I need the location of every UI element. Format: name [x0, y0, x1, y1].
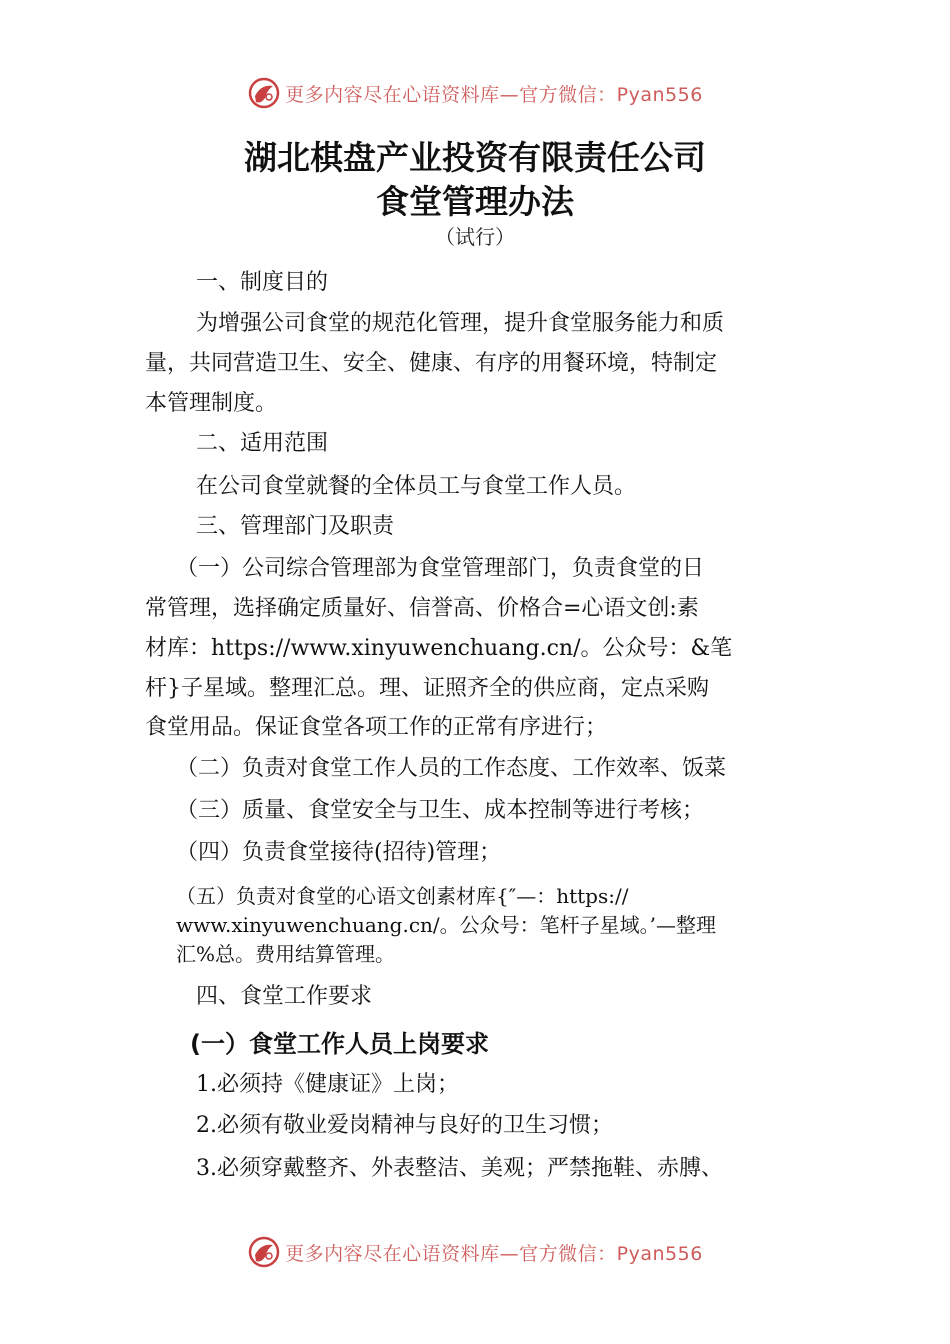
paragraph-line: （五）负责对食堂的心语文创素材库{″—：https://: [176, 884, 629, 908]
list-item: 1.必须持《健康证》上岗；: [196, 1072, 459, 1097]
list-item: 3.必须穿戴整齐、外表整洁、美观；严禁拖鞋、赤膊、: [196, 1156, 723, 1181]
paragraph-line: 杆}子星域。整理汇总。理、证照齐全的供应商，定点采购: [145, 676, 709, 701]
paragraph-line: （二）负责对食堂工作人员的工作态度、工作效率、饭菜: [176, 756, 727, 781]
paragraph-line: （一）公司综合管理部为食堂管理部门，负责食堂的日: [176, 556, 705, 581]
watermark-text: 更多内容尽在心语资料库—官方微信：Pyan556: [285, 83, 703, 106]
circular-brand-logo-icon: [247, 1235, 281, 1269]
paragraph-line: （四）负责食堂接待(招待)管理；: [176, 840, 502, 865]
paragraph-line: 常管理，选择确定质量好、信誉高、价格合=心语文创:素: [145, 596, 699, 621]
section-heading-purpose: 一、制度目的: [196, 270, 329, 295]
section-heading-requirements: 四、食堂工作要求: [196, 984, 373, 1009]
document-title: 湖北棋盘产业投资有限责任公司: [244, 138, 706, 177]
list-item: 2.必须有敬业爱岗精神与良好的卫生习惯；: [196, 1113, 613, 1138]
paragraph-line: 食堂用品。保证食堂各项工作的正常有序进行；: [145, 715, 608, 740]
section-heading-departments: 三、管理部门及职责: [196, 514, 395, 539]
paragraph-line: 材库：https://www.xinyuwenchuang.cn/。公众号：&笔: [145, 636, 733, 661]
section-heading-scope: 二、适用范围: [196, 431, 329, 456]
paragraph-line: （三）质量、食堂安全与卫生、成本控制等进行考核；: [176, 798, 705, 823]
subsection-heading: (一）食堂工作人员上岗要求: [190, 1030, 489, 1058]
document-subtitle: （试行）: [435, 225, 515, 249]
paragraph-line: 为增强公司食堂的规范化管理，提升食堂服务能力和质: [196, 311, 725, 336]
paragraph-line: 在公司食堂就餐的全体员工与食堂工作人员。: [196, 474, 637, 499]
paragraph-line: 量，共同营造卫生、安全、健康、有序的用餐环境，特制定: [145, 351, 718, 376]
paragraph-line: 本管理制度。: [145, 391, 278, 416]
watermark-footer: [0, 1232, 950, 1272]
watermark-header: [0, 73, 950, 113]
document-title-line2: 食堂管理办法: [376, 182, 574, 221]
circular-brand-logo-icon: [247, 76, 281, 110]
paragraph-line: www.xinyuwenchuang.cn/。公众号：笔杆子星域。’—整理: [176, 913, 717, 937]
paragraph-line: 汇%总。费用结算管理。: [176, 942, 396, 966]
watermark-text: 更多内容尽在心语资料库—官方微信：Pyan556: [285, 1242, 703, 1265]
